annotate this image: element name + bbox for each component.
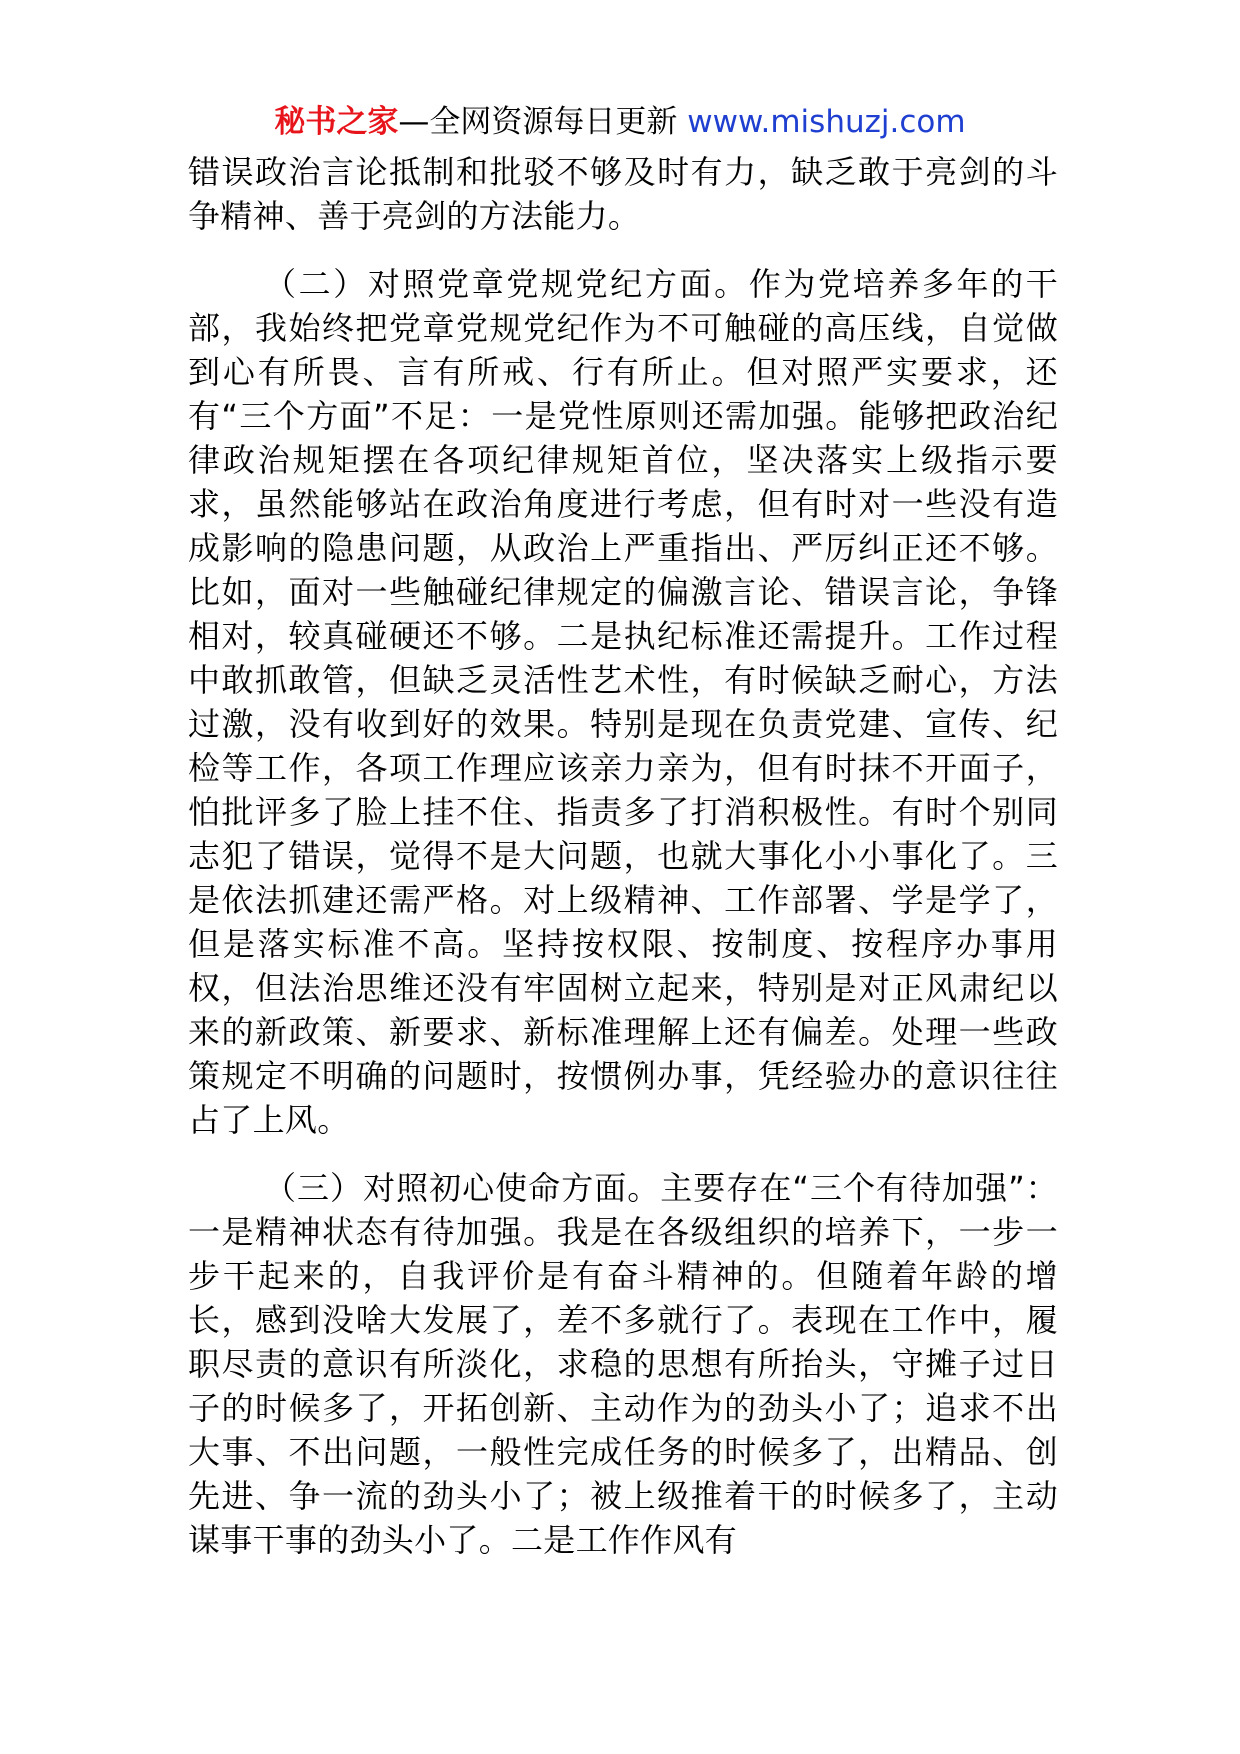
- paragraph-continuation: 错误政治言论抵制和批驳不够及时有力，缺乏敢于亮剑的斗争精神、善于亮剑的方法能力。: [188, 153, 1058, 235]
- header-url-link[interactable]: www.mishuzj.com: [687, 104, 966, 140]
- paragraph-section-two: （二）对照党章党规党纪方面。作为党培养多年的干部，我始终把党章党规党纪作为不可触碰的高压线，自觉做到心有所畏、言有所戒、行有所止。但对照严实要求，还有“三个方面”不足：一是党性原则还需加强。能够把政治纪律政治规矩摆在各项纪律规矩首位，坚决落实上级指示要求，虽然能够站在政治角度进行考虑，但有时对一些没有造成影响的隐患问题，从政治上严重指出、严厉纠正还不够。比如，面对一些触碰纪律规定的偏激言论、错误言论，争锋相对，较真碰硬还不够。二是执纪标准还需提升。工作过程中敢抓敢管，但缺乏灵活性艺术性，有时候缺乏耐心，方法过激，没有收到好的效果。特别是现在负责党建、宣传、纪检等工作，各项工作理应该亲力亲为，但有时抹不开面子，怕批评多了脸上挂不住、指责多了打消积极性。有时个别同志犯了错误，觉得不是大问题，也就大事化小小事化了。三是依法抓建还需严格。对上级精神、工作部署、学是学了，但是落实标准不高。坚持按权限、按制度、按程序办事用权，但法治思维还没有牢固树立起来，特别是对正风肃纪以来的新政策、新要求、新标准理解上还有偏差。处理一些政策规定不明确的问题时，按惯例办事，凭经验办的意识往往占了上风。: [188, 265, 1058, 1139]
- paragraph-section-three: （三）对照初心使命方面。主要存在“三个有待加强”：一是精神状态有待加强。我是在各级组织的培养下，一步一步干起来的，自我评价是有奋斗精神的。但随着年龄的增长，感到没啥大发展了，差不多就行了。表现在工作中，履职尽责的意识有所淡化，求稳的思想有所抬头，守摊子过日子的时候多了，开拓创新、主动作为的劲头小了；追求不出大事、不出问题，一般性完成任务的时候多了，出精品、创先进、争一流的劲头小了；被上级推着干的时候多了，主动谋事干事的劲头小了。二是工作作风有: [188, 1169, 1058, 1559]
- document-body: [188, 150, 1058, 1586]
- header-brand: 秘书之家: [274, 104, 399, 140]
- header-tagline: —全网资源每日更新: [398, 104, 678, 140]
- page-header: [0, 100, 1240, 144]
